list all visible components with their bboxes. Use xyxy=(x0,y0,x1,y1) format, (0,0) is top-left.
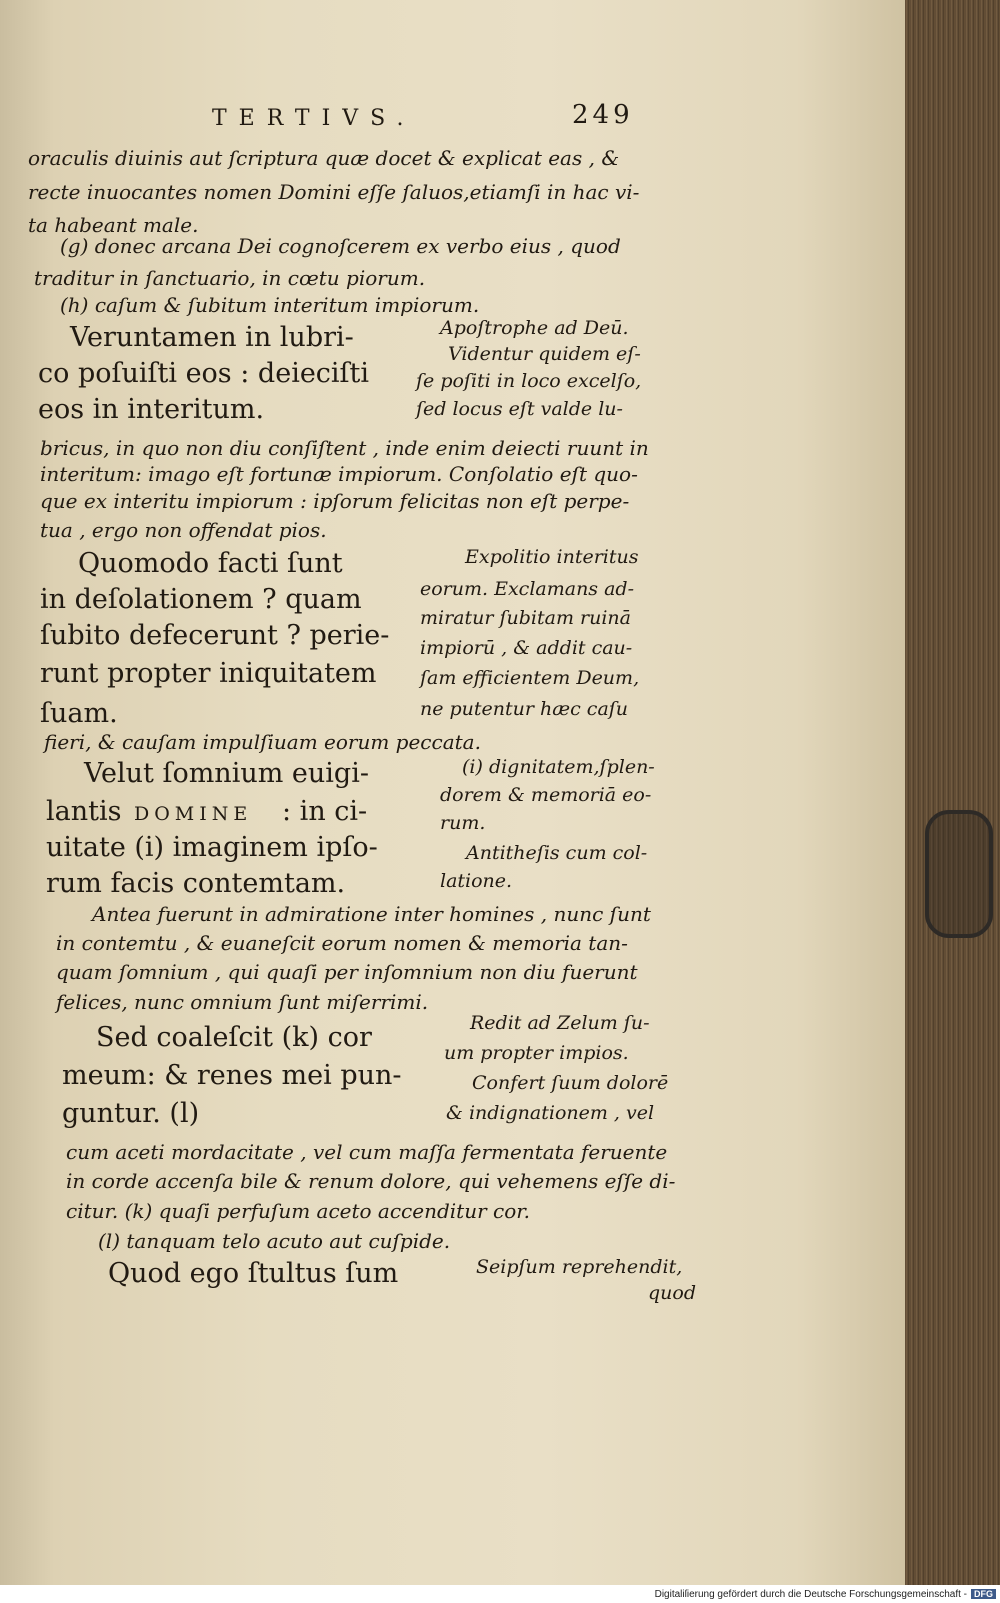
note-h: (h) caſum & ſubitum interitum impiorum. xyxy=(60,293,480,317)
verse-line: Quomodo facti ſunt xyxy=(78,548,343,579)
verse-line: rum facis contemtam. xyxy=(46,868,346,899)
margin-note: impiorū , & addit cau- xyxy=(420,637,633,659)
verse-line: in deſolationem ? quam xyxy=(40,584,362,615)
verse-line: eos in interitum. xyxy=(38,394,265,425)
verse-line: runt propter iniquitatem xyxy=(40,658,377,689)
verse-line: : in ci- xyxy=(282,796,368,827)
commentary-line: in corde accenſa bile & renum dolore, qui vehemens eſſe di- xyxy=(66,1169,676,1193)
margin-note: Apoſtrophe ad Deū. xyxy=(440,317,629,339)
divine-name: DOMINE xyxy=(134,803,253,825)
verse-line: lantis xyxy=(46,796,122,827)
commentary-line: cum aceti mordacitate , vel cum maſſa fermentata feruente xyxy=(66,1140,668,1164)
intro-line: recte inuocantes nomen Domini eſſe ſaluos,etiamſi in hac vi- xyxy=(28,180,640,204)
margin-note: Seipſum reprehendit, xyxy=(476,1256,683,1278)
verse-line: Sed coaleſcit (k) cor xyxy=(96,1022,372,1053)
commentary-line: tua , ergo non offendat pios. xyxy=(40,518,327,542)
footer-credit: Digitaliſierung gefördert durch die Deutsche Forschungsgemeinschaft - xyxy=(654,1588,967,1600)
intro-line: ta habeant male. xyxy=(28,213,199,237)
margin-note: ſam efficientem Deum, xyxy=(420,667,640,689)
commentary-line: bricus, in quo non diu conſiſtent , inde enim deiecti ruunt in xyxy=(40,436,649,460)
intro-line: traditur in ſanctuario, in cœtu piorum. xyxy=(34,266,426,290)
margin-note: ſed locus eſt valde lu- xyxy=(416,398,623,420)
margin-note: Videntur quidem eſ- xyxy=(448,343,641,365)
verse-line: Velut ſomnium euigi- xyxy=(84,758,369,789)
verse-line: co poſuiſti eos : deieciſti xyxy=(38,358,370,389)
margin-note: eorum. Exclamans ad- xyxy=(420,578,635,600)
book-clasp xyxy=(925,810,993,938)
verse-line: ſuam. xyxy=(40,698,118,729)
margin-note: Antitheſis cum col- xyxy=(466,842,648,864)
margin-note: miratur ſubitam ruinā xyxy=(420,607,631,629)
dfg-logo-badge: DFG xyxy=(971,1589,996,1599)
catchword: quod xyxy=(648,1282,697,1304)
commentary-line: Antea fuerunt in admiratione inter homines , nunc ſunt xyxy=(92,902,651,926)
margin-note: Expolitio interitus xyxy=(465,546,639,568)
margin-note: ne putentur hæc caſu xyxy=(420,698,629,720)
commentary-line: in contemtu , & euaneſcit eorum nomen & memoria tan- xyxy=(56,931,628,955)
book-fore-edge xyxy=(905,0,1000,1585)
running-title: TERTIVS. xyxy=(212,106,416,131)
digitization-footer xyxy=(0,1585,1000,1603)
note-l: (l) tanquam telo acuto aut cuſpide. xyxy=(98,1229,451,1253)
verse-line: uitate (i) imaginem ipſo- xyxy=(46,832,378,863)
commentary-line: que ex interitu impiorum : ipſorum felicitas non eſt perpe- xyxy=(40,489,630,513)
verse-line: meum: & renes mei pun- xyxy=(62,1060,402,1091)
verse-line: Quod ego ſtultus ſum xyxy=(108,1258,399,1289)
verse-line: ſubito defecerunt ? perie- xyxy=(40,620,390,651)
commentary-line: quam ſomnium , qui quaſi per inſomnium non diu fuerunt xyxy=(56,960,638,984)
verse-line: Veruntamen in lubri- xyxy=(70,322,354,353)
commentary-line: fieri, & cauſam impulſiuam eorum peccata. xyxy=(44,730,481,754)
margin-note: dorem & memoriā eo- xyxy=(440,784,652,806)
margin-note: um propter impios. xyxy=(444,1042,629,1064)
page-number: 249 xyxy=(572,100,634,130)
verse-line: guntur. (l) xyxy=(62,1098,200,1129)
intro-line: oraculis diuinis aut ſcriptura quæ docet & explicat eas , & xyxy=(28,146,620,170)
commentary-line: felices, nunc omnium ſunt miſerrimi. xyxy=(56,990,429,1014)
margin-note: & indignationem , vel xyxy=(446,1102,655,1124)
margin-note: rum. xyxy=(440,812,486,834)
margin-note: (i) dignitatem,ſplen- xyxy=(462,756,655,778)
margin-note: Redit ad Zelum ſu- xyxy=(470,1012,650,1034)
margin-note: ſe poſiti in loco excelſo, xyxy=(416,370,642,392)
note-g: (g) donec arcana Dei cognoſcerem ex verbo eius , quod xyxy=(60,234,621,258)
margin-note: latione. xyxy=(440,870,513,892)
commentary-line: citur. (k) quaſi perfuſum aceto accenditur cor. xyxy=(66,1199,530,1223)
commentary-line: interitum: imago eſt fortunæ impiorum. Conſolatio eſt quo- xyxy=(40,462,638,486)
margin-note: Confert ſuum dolorē xyxy=(472,1072,669,1094)
